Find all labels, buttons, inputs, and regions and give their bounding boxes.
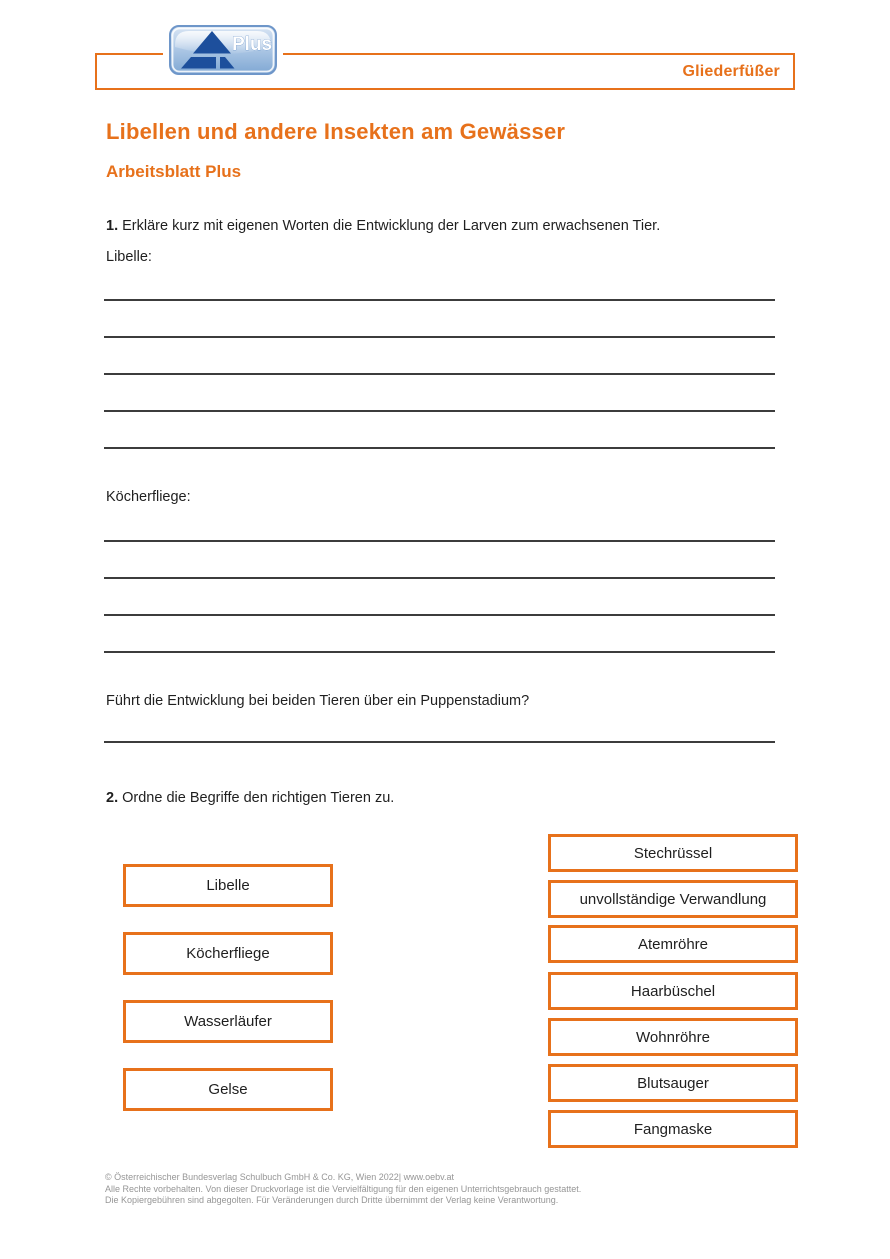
task1-followup-question: Führt die Entwicklung bei beiden Tieren über ein Puppenstadium? — [106, 693, 530, 709]
animal-box-gelse — [123, 1068, 333, 1111]
task2-text: Ordne die Begriffe den richtigen Tieren zu. — [118, 790, 395, 806]
term-box-atemroehre — [548, 925, 798, 963]
animal-box-label: Libelle — [206, 877, 250, 894]
header-topic: Gliederfüßer — [682, 62, 780, 80]
answer-line — [104, 614, 775, 616]
answer-line — [104, 410, 775, 412]
term-box-haarbueschel — [548, 972, 798, 1010]
logo-text: Plus — [232, 34, 273, 55]
animal-box-label: Wasserläufer — [184, 1013, 272, 1030]
task2-prompt — [106, 790, 394, 806]
animal-box-label: Gelse — [208, 1081, 248, 1098]
term-box-label: Atemröhre — [637, 935, 709, 953]
term-box-label: Stechrüssel — [633, 844, 713, 862]
page-subtitle: Arbeitsblatt Plus — [106, 162, 242, 181]
footer-line: Alle Rechte vorbehalten. Von dieser Druckvorlage ist die Vervielfältigung für den eigenen Unterrichtsgebrauch gestattet. — [105, 1183, 582, 1194]
label-libelle: Libelle: — [106, 249, 152, 265]
task1-prompt — [106, 218, 660, 234]
term-box-label: Fangmaske — [633, 1120, 713, 1138]
label-koecherfliege: Köcherfliege: — [106, 489, 191, 505]
term-box-label: Wohnröhre — [636, 1028, 710, 1046]
answer-line — [104, 373, 775, 375]
task1-text: Erkläre kurz mit eigenen Worten die Entwicklung der Larven zum erwachsenen Tier. — [118, 218, 661, 234]
term-box-label: Blutsauger — [637, 1074, 709, 1092]
plus-logo-icon — [169, 25, 277, 75]
answer-line — [104, 540, 775, 542]
footer-copyright — [105, 1172, 805, 1207]
term-box-fangmaske — [548, 1110, 798, 1148]
answer-line — [104, 299, 775, 301]
answer-line — [104, 447, 775, 449]
animal-box-libelle — [123, 864, 333, 907]
oebv-plus-logo — [163, 22, 283, 78]
footer-line: Die Kopiergebühren sind abgegolten. Für Veränderungen durch Dritte übernimmt der Verlag keine Verantwortung. — [105, 1195, 559, 1205]
term-box-unvollstaendige-verwandlung — [548, 880, 798, 918]
term-box-stechruessel — [548, 834, 798, 872]
answer-line — [104, 741, 775, 743]
term-box-blutsauger — [548, 1064, 798, 1102]
animal-box-label: Köcherfliege — [186, 945, 270, 962]
answer-line — [104, 651, 775, 653]
term-box-label: unvollständige Verwandlung — [579, 890, 767, 908]
term-box-wohnroehre — [548, 1018, 798, 1056]
animal-box-koecherfliege — [123, 932, 333, 975]
task2-number: 2. — [106, 790, 119, 806]
footer-line: © Österreichischer Bundesverlag Schulbuch GmbH & Co. KG, Wien 2022| www.oebv.at — [105, 1172, 454, 1182]
answer-line — [104, 336, 775, 338]
page-title: Libellen und andere Insekten am Gewässer — [106, 119, 566, 144]
term-box-label: Haarbüschel — [630, 982, 716, 1000]
answer-line — [104, 577, 775, 579]
task1-number: 1. — [106, 218, 119, 234]
animal-box-wasserlaeufer — [123, 1000, 333, 1043]
